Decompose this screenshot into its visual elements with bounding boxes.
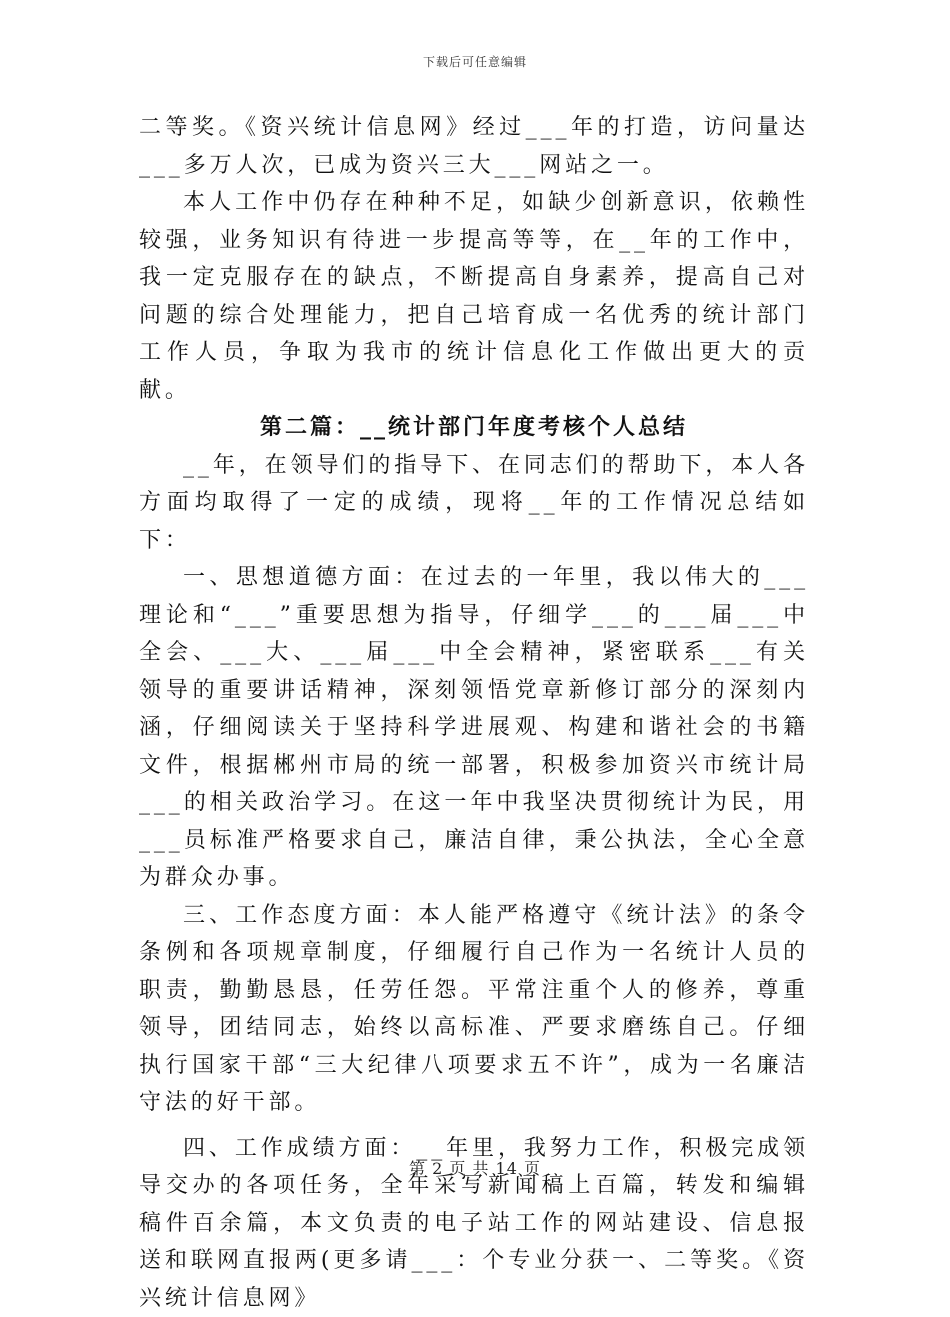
page-footer: 第 2 页 共 14 页	[0, 1156, 950, 1179]
paragraph-2: 本人工作中仍存在种种不足，如缺少创新意识，依赖性较强，业务知识有待进一步提高等等，在__年的工作中，我一定克服存在的缺点，不断提高自身素养，提高自己对问题的综合处理能力，把自己培育成一名优秀的统计部门工作人员，争取为我市的统计信息化工作做出更大的贡献。	[139, 184, 809, 409]
paragraph-4: 一、思想道德方面：在过去的一年里，我以伟大的___理论和“___”重要思想为指导，仔细学___的___届___中全会、___大、___届___中全会精神，紧密联系___有关领导的重要讲话精神，深刻领悟党章新修订部分的深刻内涵，仔细阅读关于坚持科学进展观、构建和谐社会的书籍文件，根据郴州市局的统一部署，积极参加资兴市统计局___的相关政治学习。在这一年中我坚决贯彻统计为民，用___员标准严格要求自己，廉洁自律，秉公执法，全心全意为群众办事。	[139, 559, 809, 897]
paragraph-1: 二等奖。《资兴统计信息网》经过___年的打造，访问量达___多万人次，已成为资兴三大___网站之一。	[139, 109, 809, 184]
page-header: 下载后可任意编辑	[0, 53, 950, 70]
section-heading: 第二篇：__统计部门年度考核个人总结	[139, 409, 809, 447]
paragraph-3: __年，在领导们的指导下、在同志们的帮助下，本人各方面均取得了一定的成绩，现将__年的工作情况总结如下：	[139, 447, 809, 560]
document-body	[139, 109, 809, 1317]
paragraph-6: 四、工作成绩方面：__年里，我努力工作，积极完成领导交办的各项任务，全年采写新闻稿上百篇，转发和编辑稿件百余篇，本文负责的电子站工作的网站建设、信息报送和联网直报两(更多请___：个专业分获一、二等奖。《资兴统计信息网》	[139, 1130, 809, 1317]
paragraph-5: 三、工作态度方面：本人能严格遵守《统计法》的条令条例和各项规章制度，仔细履行自己作为一名统计人员的职责，勤勤恳恳，任劳任怨。平常注重个人的修养，尊重领导，团结同志，始终以高标准、严要求磨练自己。仔细执行国家干部“三大纪律八项要求五不许”，成为一名廉洁守法的好干部。	[139, 897, 809, 1122]
